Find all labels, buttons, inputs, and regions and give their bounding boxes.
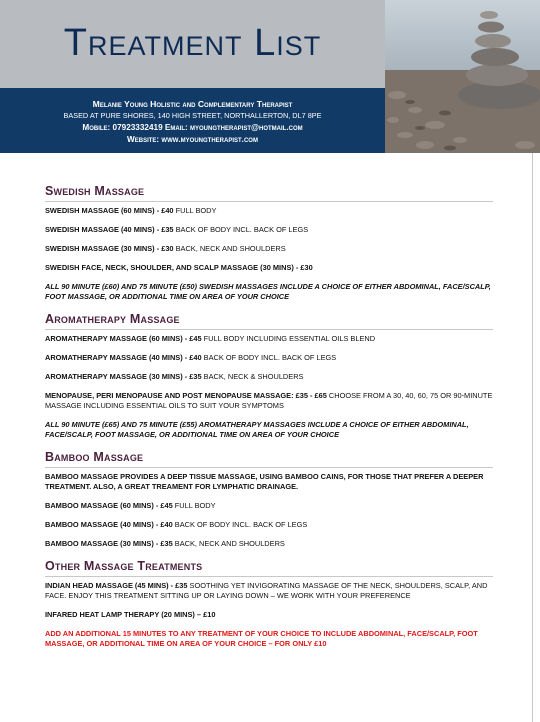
- section-other: [45, 559, 493, 649]
- page-edge-line: [532, 153, 533, 722]
- section-swedish: [45, 184, 493, 302]
- list-item: BAMBOO MASSAGE (60 MINS) - £45 FULL BODY: [45, 501, 216, 510]
- list-item: MENOPAUSE, PERI MENOPAUSE AND POST MENOPAUSE MASSAGE: £35 - £65 CHOOSE FROM A 30, 40, 60, 75 OR 90-MINUTE MASSAGE INCLUDING ESSENTIAL OILS TO SUIT YOUR SYMPTOMS: [45, 391, 493, 410]
- section-note: ALL 90 MINUTE (£65) AND 75 MINUTE (£55) AROMATHERAPY MASSAGES INCLUDE A CHOICE OF EITHER ABDOMINAL, FACE/SCALP, FOOT MASSAGE, OR ADDITIONAL TIME ON AREA OF YOUR CHOICE: [45, 420, 469, 439]
- address-line: BASED AT PURE SHORES, 140 HIGH STREET, NORTHALLERTON, DL7 8PE: [63, 111, 322, 120]
- offer-text: ADD AN ADDITIONAL 15 MINUTES TO ANY TREATMENT OF YOUR CHOICE TO INCLUDE ABDOMINAL, FACE/SCALP, FOOT MASSAGE, OR ADDITIONAL TIME ON AREA OF YOUR CHOICE – FOR ONLY £10: [45, 629, 478, 648]
- section-note: ALL 90 MINUTE (£60) AND 75 MINUTE (£50) SWEDISH MASSAGES INCLUDE A CHOICE OF EITHER ABDOMINAL, FACE/SCALP, FOOT MASSAGE, OR ADDITIONAL TIME ON AREA OF YOUR CHOICE: [45, 282, 491, 301]
- section-bamboo: [45, 450, 493, 549]
- list-item: BAMBOO MASSAGE (40 MINS) - £40 BACK OF BODY INCL. BACK OF LEGS: [45, 520, 308, 529]
- contact-banner: [0, 88, 385, 153]
- section-aromatherapy: [45, 312, 493, 440]
- section-intro: BAMBOO MASSAGE PROVIDES A DEEP TISSUE MASSAGE, USING BAMBOO CAINS, FOR THOSE THAT PREFER A DEEPER TREATMENT. ALSO, A GREAT TREAMENT FOR LYMPHATIC DRAINAGE.: [45, 472, 484, 491]
- list-item: SWEDISH MASSAGE (40 MINS) - £35 BACK OF BODY INCL. BACK OF LEGS: [45, 225, 309, 234]
- section-heading: Aromatherapy Massage: [45, 312, 493, 330]
- therapist-name: Melanie Young Holistic and Complementary Therapist: [92, 99, 293, 109]
- section-heading: Other Massage Treatments: [45, 559, 493, 577]
- website-line: Website: www.myoungtherapist.com: [127, 135, 258, 144]
- section-heading: Bamboo Massage: [45, 450, 493, 468]
- list-item: AROMATHERAPY MASSAGE (30 MINS) - £35 BACK, NECK & SHOULDERS: [45, 372, 304, 381]
- section-heading: Swedish Massage: [45, 184, 493, 202]
- list-item: BAMBOO MASSAGE (30 MINS) - £35 BACK, NECK AND SHOULDERS: [45, 539, 285, 548]
- stacked-stones-photo: [385, 0, 540, 153]
- stones-illustration: [385, 0, 540, 153]
- list-item: AROMATHERAPY MASSAGE (60 MINS) - £45 FULL BODY INCLUDING ESSENTIAL OILS BLEND: [45, 334, 376, 343]
- list-item: SWEDISH MASSAGE (30 MINS) - £30 BACK, NECK AND SHOULDERS: [45, 244, 286, 253]
- treatment-content: [45, 184, 493, 659]
- page-title: Treatment List: [63, 22, 322, 64]
- list-item: SWEDISH FACE, NECK, SHOULDER, AND SCALP MASSAGE (30 MINS) - £30: [45, 263, 313, 272]
- contact-line: Mobile: 07923332419 Email: myoungtherapist@hotmail.com: [82, 123, 303, 132]
- list-item: AROMATHERAPY MASSAGE (40 MINS) - £40 BACK OF BODY INCL. BACK OF LEGS: [45, 353, 337, 362]
- list-item: SWEDISH MASSAGE (60 MINS) - £40 FULL BODY: [45, 206, 217, 215]
- list-item: INDIAN HEAD MASSAGE (45 MINS) - £35 SOOTHING YET INVIGORATING MASSAGE OF THE NECK, SHOULDERS, SCALP, AND FACE. ENJOY THIS TREATMENT SITTING UP OR LAYING DOWN – WE WORK WITH YOUR PREFERENCE: [45, 581, 488, 600]
- list-item: INFARED HEAT LAMP THERAPY (20 MINS) – £10: [45, 610, 216, 619]
- title-bar: [0, 0, 385, 88]
